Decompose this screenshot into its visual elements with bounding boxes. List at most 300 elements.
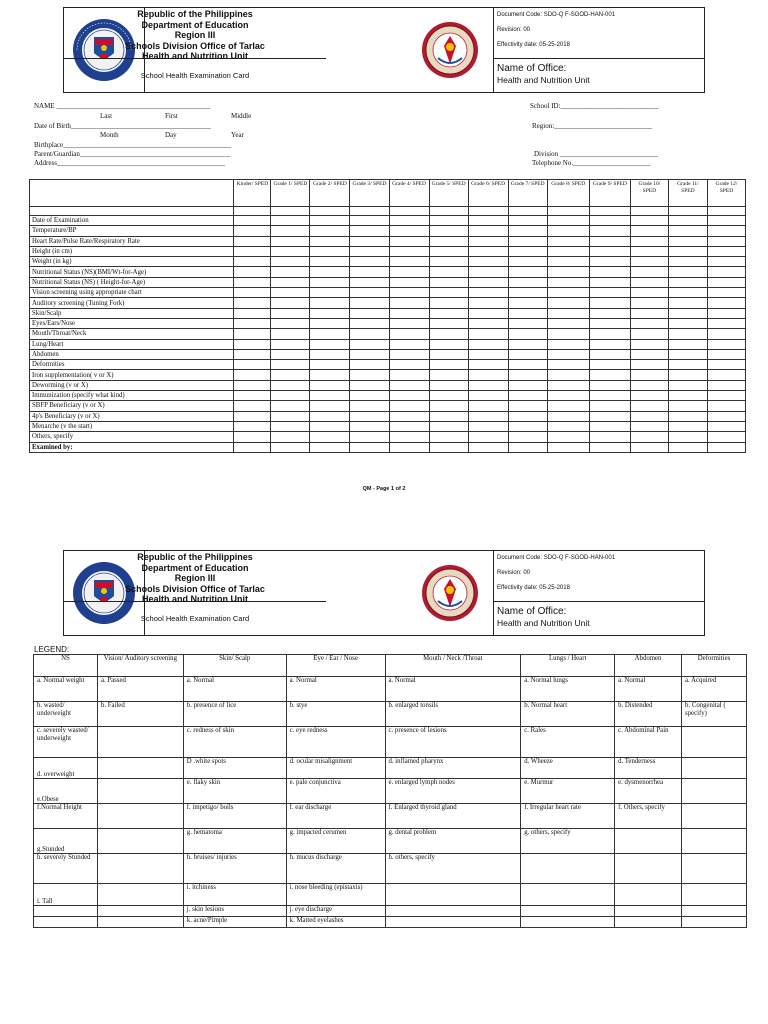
birthplace-field[interactable]: Birthplace________________________________________________ (34, 141, 232, 149)
exam-entry-cell[interactable] (707, 298, 745, 308)
exam-entry-cell[interactable] (707, 236, 745, 246)
exam-entry-cell[interactable] (310, 236, 350, 246)
date-of-birth-field[interactable]: Date of Birth________________________________________ (34, 122, 211, 130)
exam-entry-cell[interactable] (271, 277, 310, 287)
exam-entry-cell[interactable] (630, 401, 668, 411)
exam-entry-cell[interactable] (350, 380, 389, 390)
exam-entry-cell[interactable] (547, 360, 589, 370)
exam-entry-cell[interactable] (547, 421, 589, 431)
exam-entry-cell[interactable] (589, 257, 630, 267)
exam-entry-cell[interactable] (508, 411, 547, 421)
exam-entry-cell[interactable] (707, 432, 745, 442)
exam-entry-cell[interactable] (429, 380, 468, 390)
exam-entry-cell[interactable] (547, 226, 589, 236)
exam-entry-cell[interactable] (389, 432, 429, 442)
exam-entry-cell[interactable] (429, 329, 468, 339)
exam-entry-cell[interactable] (234, 391, 271, 401)
exam-entry-cell[interactable] (630, 267, 668, 277)
exam-entry-cell[interactable] (508, 339, 547, 349)
exam-entry-cell[interactable] (630, 442, 668, 452)
exam-entry-cell[interactable] (310, 421, 350, 431)
exam-entry-cell[interactable] (707, 277, 745, 287)
exam-entry-cell[interactable] (234, 226, 271, 236)
division-field[interactable]: Division ____________________________ (534, 150, 658, 158)
exam-entry-cell[interactable] (234, 246, 271, 256)
exam-entry-cell[interactable] (668, 257, 707, 267)
exam-entry-cell[interactable] (310, 246, 350, 256)
exam-entry-cell[interactable] (630, 277, 668, 287)
exam-entry-cell[interactable] (389, 318, 429, 328)
exam-entry-cell[interactable] (508, 288, 547, 298)
exam-entry-cell[interactable] (668, 288, 707, 298)
exam-entry-cell[interactable] (508, 380, 547, 390)
exam-entry-cell[interactable] (707, 349, 745, 359)
exam-entry-cell[interactable] (389, 442, 429, 452)
exam-entry-cell[interactable] (668, 329, 707, 339)
exam-entry-cell[interactable] (668, 432, 707, 442)
exam-entry-cell[interactable] (310, 277, 350, 287)
exam-entry-cell[interactable] (234, 329, 271, 339)
exam-entry-cell[interactable] (350, 308, 389, 318)
exam-entry-cell[interactable] (234, 432, 271, 442)
exam-entry-cell[interactable] (707, 216, 745, 226)
exam-entry-cell[interactable] (468, 421, 508, 431)
exam-entry-cell[interactable] (389, 257, 429, 267)
exam-entry-cell[interactable] (389, 360, 429, 370)
exam-entry-cell[interactable] (468, 236, 508, 246)
exam-entry-cell[interactable] (389, 267, 429, 277)
exam-entry-cell[interactable] (310, 216, 350, 226)
exam-entry-cell[interactable] (234, 288, 271, 298)
exam-entry-cell[interactable] (707, 308, 745, 318)
exam-entry-cell[interactable] (468, 391, 508, 401)
exam-entry-cell[interactable] (707, 370, 745, 380)
exam-entry-cell[interactable] (310, 267, 350, 277)
exam-entry-cell[interactable] (271, 370, 310, 380)
exam-entry-cell[interactable] (707, 339, 745, 349)
exam-entry-cell[interactable] (234, 277, 271, 287)
exam-entry-cell[interactable] (271, 246, 310, 256)
exam-entry-cell[interactable] (271, 257, 310, 267)
address-field[interactable]: Address________________________________________________ (34, 159, 225, 167)
exam-entry-cell[interactable] (630, 246, 668, 256)
exam-entry-cell[interactable] (271, 401, 310, 411)
exam-entry-cell[interactable] (468, 329, 508, 339)
exam-entry-cell[interactable] (547, 246, 589, 256)
exam-entry-cell[interactable] (668, 308, 707, 318)
exam-entry-cell[interactable] (547, 401, 589, 411)
exam-entry-cell[interactable] (429, 298, 468, 308)
exam-entry-cell[interactable] (350, 339, 389, 349)
exam-entry-cell[interactable] (350, 318, 389, 328)
exam-entry-cell[interactable] (668, 339, 707, 349)
exam-entry-cell[interactable] (350, 442, 389, 452)
exam-entry-cell[interactable] (429, 236, 468, 246)
exam-entry-cell[interactable] (350, 277, 389, 287)
exam-entry-cell[interactable] (310, 257, 350, 267)
exam-entry-cell[interactable] (429, 216, 468, 226)
exam-entry-cell[interactable] (468, 411, 508, 421)
exam-entry-cell[interactable] (547, 411, 589, 421)
exam-entry-cell[interactable] (508, 391, 547, 401)
exam-entry-cell[interactable] (630, 329, 668, 339)
exam-entry-cell[interactable] (589, 308, 630, 318)
exam-entry-cell[interactable] (589, 277, 630, 287)
exam-entry-cell[interactable] (271, 308, 310, 318)
exam-entry-cell[interactable] (508, 432, 547, 442)
exam-entry-cell[interactable] (547, 380, 589, 390)
exam-entry-cell[interactable] (468, 216, 508, 226)
exam-entry-cell[interactable] (468, 226, 508, 236)
exam-entry-cell[interactable] (630, 360, 668, 370)
exam-entry-cell[interactable] (310, 380, 350, 390)
exam-entry-cell[interactable] (668, 411, 707, 421)
exam-entry-cell[interactable] (468, 349, 508, 359)
exam-entry-cell[interactable] (350, 391, 389, 401)
exam-entry-cell[interactable] (350, 267, 389, 277)
exam-entry-cell[interactable] (468, 277, 508, 287)
exam-entry-cell[interactable] (234, 401, 271, 411)
exam-entry-cell[interactable] (589, 442, 630, 452)
exam-entry-cell[interactable] (350, 226, 389, 236)
parent-guardian-field[interactable]: Parent/Guardian___________________________________________ (34, 150, 231, 158)
exam-entry-cell[interactable] (389, 411, 429, 421)
exam-entry-cell[interactable] (668, 370, 707, 380)
exam-entry-cell[interactable] (350, 288, 389, 298)
exam-entry-cell[interactable] (429, 370, 468, 380)
exam-entry-cell[interactable] (668, 216, 707, 226)
exam-entry-cell[interactable] (271, 391, 310, 401)
exam-entry-cell[interactable] (707, 380, 745, 390)
exam-entry-cell[interactable] (468, 370, 508, 380)
region-field[interactable]: Region:____________________________ (532, 122, 653, 130)
exam-entry-cell[interactable] (589, 370, 630, 380)
exam-entry-cell[interactable] (547, 339, 589, 349)
exam-entry-cell[interactable] (508, 442, 547, 452)
exam-entry-cell[interactable] (389, 277, 429, 287)
exam-entry-cell[interactable] (350, 401, 389, 411)
exam-entry-cell[interactable] (389, 349, 429, 359)
exam-entry-cell[interactable] (508, 308, 547, 318)
exam-entry-cell[interactable] (630, 391, 668, 401)
exam-entry-cell[interactable] (547, 288, 589, 298)
exam-entry-cell[interactable] (429, 267, 468, 277)
exam-entry-cell[interactable] (429, 442, 468, 452)
exam-entry-cell[interactable] (429, 257, 468, 267)
exam-entry-cell[interactable] (508, 370, 547, 380)
exam-entry-cell[interactable] (350, 216, 389, 226)
exam-entry-cell[interactable] (547, 267, 589, 277)
exam-entry-cell[interactable] (350, 421, 389, 431)
exam-entry-cell[interactable] (310, 370, 350, 380)
exam-entry-cell[interactable] (668, 380, 707, 390)
exam-entry-cell[interactable] (389, 339, 429, 349)
exam-entry-cell[interactable] (468, 318, 508, 328)
exam-entry-cell[interactable] (271, 298, 310, 308)
exam-entry-cell[interactable] (234, 411, 271, 421)
exam-entry-cell[interactable] (310, 226, 350, 236)
exam-entry-cell[interactable] (234, 349, 271, 359)
exam-entry-cell[interactable] (271, 380, 310, 390)
exam-entry-cell[interactable] (234, 421, 271, 431)
exam-entry-cell[interactable] (630, 298, 668, 308)
exam-entry-cell[interactable] (547, 370, 589, 380)
exam-entry-cell[interactable] (468, 288, 508, 298)
exam-entry-cell[interactable] (508, 349, 547, 359)
exam-entry-cell[interactable] (707, 226, 745, 236)
exam-entry-cell[interactable] (668, 267, 707, 277)
exam-entry-cell[interactable] (589, 339, 630, 349)
exam-entry-cell[interactable] (234, 257, 271, 267)
exam-entry-cell[interactable] (668, 226, 707, 236)
exam-entry-cell[interactable] (707, 267, 745, 277)
exam-entry-cell[interactable] (508, 298, 547, 308)
exam-entry-cell[interactable] (350, 329, 389, 339)
exam-entry-cell[interactable] (429, 308, 468, 318)
exam-entry-cell[interactable] (310, 360, 350, 370)
exam-entry-cell[interactable] (547, 442, 589, 452)
exam-entry-cell[interactable] (271, 216, 310, 226)
exam-entry-cell[interactable] (310, 391, 350, 401)
exam-entry-cell[interactable] (547, 236, 589, 246)
exam-entry-cell[interactable] (630, 216, 668, 226)
exam-entry-cell[interactable] (389, 236, 429, 246)
exam-entry-cell[interactable] (310, 318, 350, 328)
exam-entry-cell[interactable] (547, 298, 589, 308)
exam-entry-cell[interactable] (468, 339, 508, 349)
exam-entry-cell[interactable] (630, 226, 668, 236)
exam-entry-cell[interactable] (429, 401, 468, 411)
exam-entry-cell[interactable] (508, 329, 547, 339)
exam-entry-cell[interactable] (389, 288, 429, 298)
exam-entry-cell[interactable] (468, 380, 508, 390)
exam-entry-cell[interactable] (589, 226, 630, 236)
exam-entry-cell[interactable] (707, 391, 745, 401)
exam-entry-cell[interactable] (271, 442, 310, 452)
exam-entry-cell[interactable] (589, 267, 630, 277)
exam-entry-cell[interactable] (310, 308, 350, 318)
exam-entry-cell[interactable] (547, 257, 589, 267)
exam-entry-cell[interactable] (271, 226, 310, 236)
exam-entry-cell[interactable] (271, 411, 310, 421)
exam-entry-cell[interactable] (668, 277, 707, 287)
exam-entry-cell[interactable] (310, 349, 350, 359)
exam-entry-cell[interactable] (668, 360, 707, 370)
exam-entry-cell[interactable] (589, 236, 630, 246)
exam-entry-cell[interactable] (668, 421, 707, 431)
exam-entry-cell[interactable] (508, 401, 547, 411)
exam-entry-cell[interactable] (234, 380, 271, 390)
exam-entry-cell[interactable] (547, 329, 589, 339)
exam-entry-cell[interactable] (630, 236, 668, 246)
exam-entry-cell[interactable] (707, 421, 745, 431)
exam-entry-cell[interactable] (668, 401, 707, 411)
exam-entry-cell[interactable] (310, 329, 350, 339)
exam-entry-cell[interactable] (707, 246, 745, 256)
exam-entry-cell[interactable] (429, 318, 468, 328)
exam-entry-cell[interactable] (389, 226, 429, 236)
exam-entry-cell[interactable] (707, 329, 745, 339)
exam-entry-cell[interactable] (468, 298, 508, 308)
exam-entry-cell[interactable] (271, 360, 310, 370)
exam-entry-cell[interactable] (271, 339, 310, 349)
exam-entry-cell[interactable] (389, 298, 429, 308)
exam-entry-cell[interactable] (271, 432, 310, 442)
exam-entry-cell[interactable] (468, 360, 508, 370)
exam-entry-cell[interactable] (429, 391, 468, 401)
exam-entry-cell[interactable] (707, 257, 745, 267)
exam-entry-cell[interactable] (547, 391, 589, 401)
exam-entry-cell[interactable] (429, 349, 468, 359)
exam-entry-cell[interactable] (234, 360, 271, 370)
exam-entry-cell[interactable] (668, 391, 707, 401)
exam-entry-cell[interactable] (707, 411, 745, 421)
exam-entry-cell[interactable] (547, 277, 589, 287)
exam-entry-cell[interactable] (310, 401, 350, 411)
exam-entry-cell[interactable] (271, 267, 310, 277)
exam-entry-cell[interactable] (707, 318, 745, 328)
exam-entry-cell[interactable] (547, 432, 589, 442)
exam-entry-cell[interactable] (547, 308, 589, 318)
exam-entry-cell[interactable] (389, 370, 429, 380)
exam-entry-cell[interactable] (508, 246, 547, 256)
exam-entry-cell[interactable] (468, 257, 508, 267)
exam-entry-cell[interactable] (589, 391, 630, 401)
exam-entry-cell[interactable] (508, 216, 547, 226)
exam-entry-cell[interactable] (468, 432, 508, 442)
exam-entry-cell[interactable] (630, 380, 668, 390)
exam-entry-cell[interactable] (630, 318, 668, 328)
exam-entry-cell[interactable] (547, 216, 589, 226)
exam-entry-cell[interactable] (389, 401, 429, 411)
exam-entry-cell[interactable] (508, 360, 547, 370)
exam-entry-cell[interactable] (350, 257, 389, 267)
exam-entry-cell[interactable] (271, 318, 310, 328)
exam-entry-cell[interactable] (468, 246, 508, 256)
exam-entry-cell[interactable] (350, 236, 389, 246)
exam-entry-cell[interactable] (389, 380, 429, 390)
exam-entry-cell[interactable] (508, 257, 547, 267)
exam-entry-cell[interactable] (234, 339, 271, 349)
exam-entry-cell[interactable] (508, 421, 547, 431)
exam-entry-cell[interactable] (630, 308, 668, 318)
exam-entry-cell[interactable] (668, 298, 707, 308)
exam-entry-cell[interactable] (310, 298, 350, 308)
exam-entry-cell[interactable] (589, 432, 630, 442)
exam-entry-cell[interactable] (429, 411, 468, 421)
exam-entry-cell[interactable] (429, 288, 468, 298)
exam-entry-cell[interactable] (350, 360, 389, 370)
exam-entry-cell[interactable] (234, 216, 271, 226)
exam-entry-cell[interactable] (389, 391, 429, 401)
exam-entry-cell[interactable] (668, 442, 707, 452)
exam-entry-cell[interactable] (589, 329, 630, 339)
exam-entry-cell[interactable] (589, 298, 630, 308)
telephone-field[interactable]: Telephone No.______________________ (532, 159, 651, 167)
exam-entry-cell[interactable] (630, 421, 668, 431)
exam-entry-cell[interactable] (547, 349, 589, 359)
exam-entry-cell[interactable] (668, 349, 707, 359)
exam-entry-cell[interactable] (468, 267, 508, 277)
exam-entry-cell[interactable] (508, 236, 547, 246)
exam-entry-cell[interactable] (630, 288, 668, 298)
exam-entry-cell[interactable] (707, 288, 745, 298)
exam-entry-cell[interactable] (234, 308, 271, 318)
exam-entry-cell[interactable] (589, 246, 630, 256)
exam-entry-cell[interactable] (429, 246, 468, 256)
exam-entry-cell[interactable] (271, 288, 310, 298)
exam-entry-cell[interactable] (429, 277, 468, 287)
exam-entry-cell[interactable] (668, 246, 707, 256)
exam-entry-cell[interactable] (630, 349, 668, 359)
exam-entry-cell[interactable] (234, 318, 271, 328)
exam-entry-cell[interactable] (350, 349, 389, 359)
exam-entry-cell[interactable] (589, 411, 630, 421)
exam-entry-cell[interactable] (350, 246, 389, 256)
exam-entry-cell[interactable] (589, 216, 630, 226)
exam-entry-cell[interactable] (234, 370, 271, 380)
exam-entry-cell[interactable] (707, 401, 745, 411)
exam-entry-cell[interactable] (389, 421, 429, 431)
exam-entry-cell[interactable] (350, 298, 389, 308)
exam-entry-cell[interactable] (310, 411, 350, 421)
exam-entry-cell[interactable] (668, 318, 707, 328)
exam-entry-cell[interactable] (589, 401, 630, 411)
exam-entry-cell[interactable] (271, 236, 310, 246)
exam-entry-cell[interactable] (668, 236, 707, 246)
exam-entry-cell[interactable] (389, 308, 429, 318)
exam-entry-cell[interactable] (589, 380, 630, 390)
exam-entry-cell[interactable] (630, 370, 668, 380)
exam-entry-cell[interactable] (310, 288, 350, 298)
exam-entry-cell[interactable] (271, 329, 310, 339)
exam-entry-cell[interactable] (589, 349, 630, 359)
exam-entry-cell[interactable] (707, 360, 745, 370)
exam-entry-cell[interactable] (350, 370, 389, 380)
exam-entry-cell[interactable] (271, 349, 310, 359)
exam-entry-cell[interactable] (468, 442, 508, 452)
exam-entry-cell[interactable] (389, 246, 429, 256)
exam-entry-cell[interactable] (589, 318, 630, 328)
school-id-field[interactable]: School ID:____________________________ (530, 102, 659, 110)
exam-entry-cell[interactable] (630, 432, 668, 442)
exam-entry-cell[interactable] (589, 360, 630, 370)
exam-entry-cell[interactable] (389, 216, 429, 226)
exam-entry-cell[interactable] (429, 226, 468, 236)
exam-entry-cell[interactable] (310, 339, 350, 349)
exam-entry-cell[interactable] (350, 432, 389, 442)
exam-entry-cell[interactable] (271, 421, 310, 431)
exam-entry-cell[interactable] (234, 267, 271, 277)
exam-entry-cell[interactable] (468, 308, 508, 318)
exam-entry-cell[interactable] (429, 339, 468, 349)
exam-entry-cell[interactable] (508, 277, 547, 287)
exam-entry-cell[interactable] (234, 298, 271, 308)
exam-entry-cell[interactable] (429, 432, 468, 442)
exam-entry-cell[interactable] (630, 257, 668, 267)
exam-entry-cell[interactable] (310, 432, 350, 442)
exam-entry-cell[interactable] (508, 267, 547, 277)
exam-entry-cell[interactable] (630, 339, 668, 349)
exam-entry-cell[interactable] (234, 236, 271, 246)
name-field[interactable]: NAME ____________________________________________ (34, 102, 211, 110)
exam-entry-cell[interactable] (508, 226, 547, 236)
exam-entry-cell[interactable] (350, 411, 389, 421)
exam-entry-cell[interactable] (630, 411, 668, 421)
exam-entry-cell[interactable] (468, 401, 508, 411)
exam-entry-cell[interactable] (310, 442, 350, 452)
exam-entry-cell[interactable] (589, 288, 630, 298)
